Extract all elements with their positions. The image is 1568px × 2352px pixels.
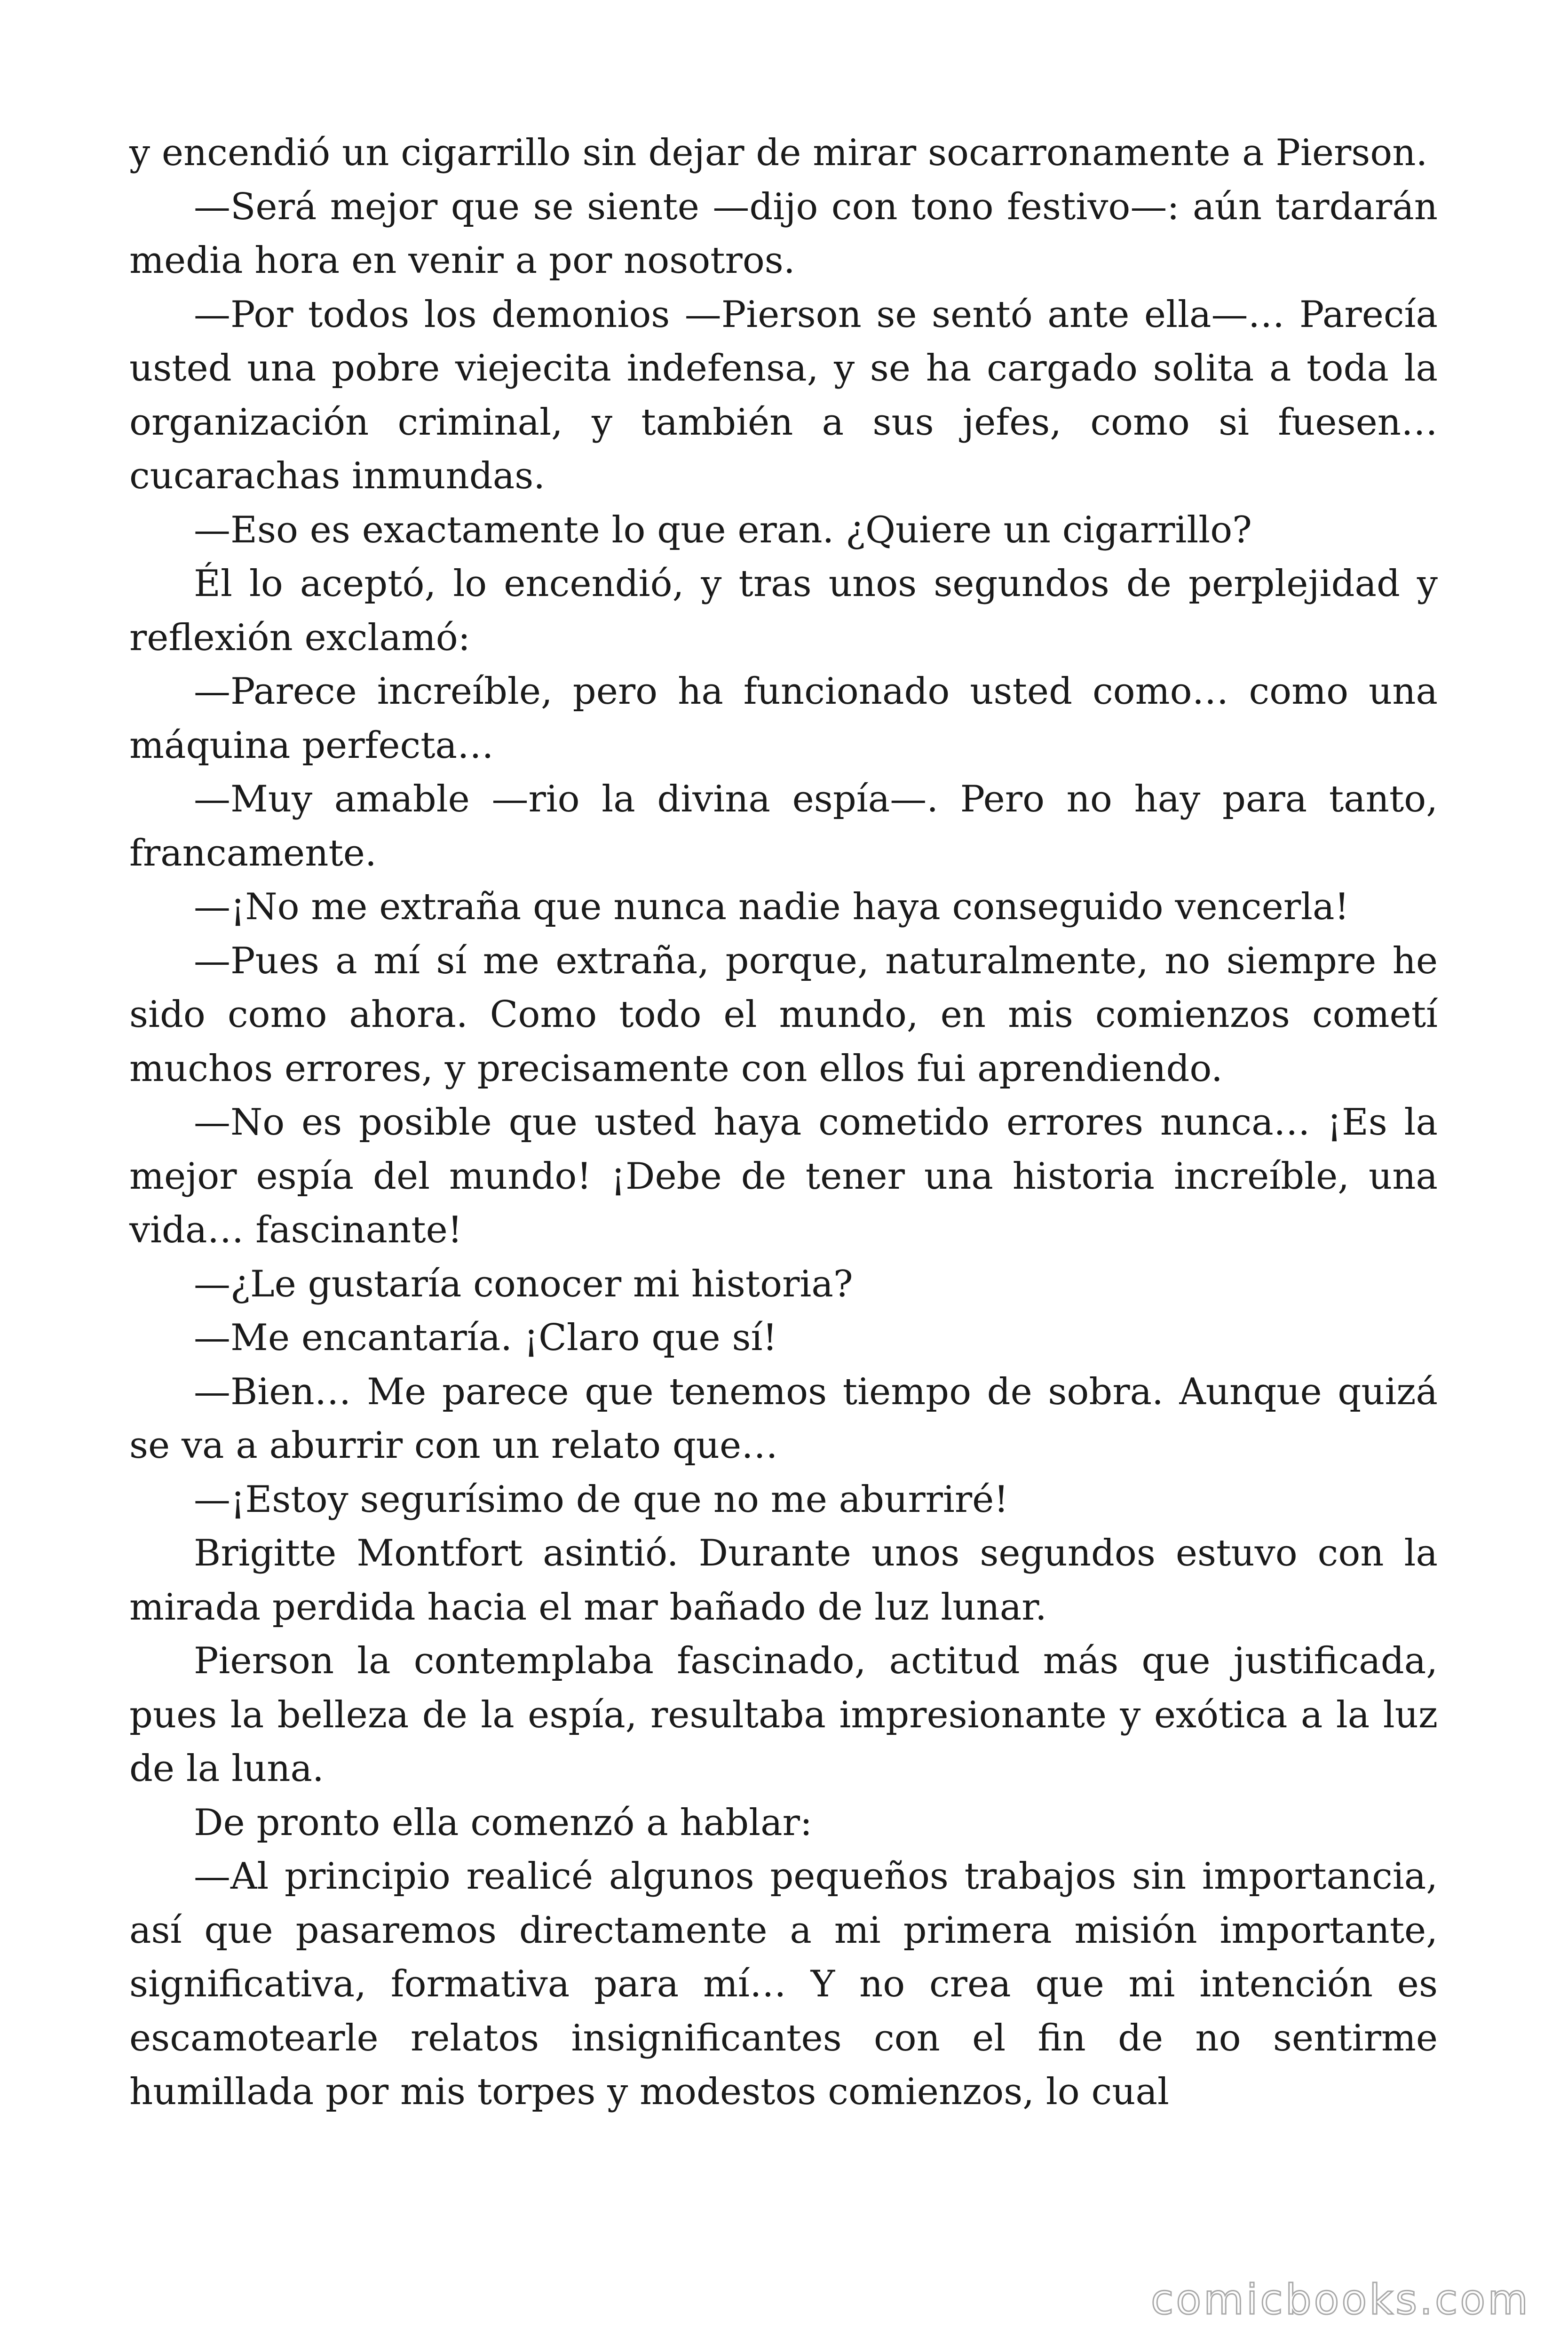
paragraph: Brigitte Montfort asintió. Durante unos segundos estuvo con la mirada perdida hacia el mar bañado de luz lunar. [129, 1532, 1438, 1629]
paragraph: —¿Le gustaría conocer mi historia? [194, 1263, 853, 1305]
paragraph: Pierson la contemplaba fascinado, actitud más que justificada, pues la belleza de la espía, resultaba impresionante y exótica a la luz de la luna. [129, 1640, 1438, 1790]
paragraph: —Eso es exactamente lo que eran. ¿Quiere un cigarrillo? [194, 509, 1252, 551]
paragraph: —Será mejor que se siente —dijo con tono festivo—: aún tardarán media hora en venir a por nosotros. [129, 185, 1438, 282]
paragraph: —Por todos los demonios —Pierson se sentó ante ella—… Parecía usted una pobre viejecita indefensa, y se ha cargado solita a toda la organización criminal, y también a sus jefes, como si fuesen… cucarachas inmundas. [129, 293, 1438, 497]
paragraph: —Parece increíble, pero ha funcionado usted como… como una máquina perfecta… [129, 670, 1438, 767]
paragraph: —Bien… Me parece que tenemos tiempo de sobra. Aunque quizá se va a aburrir con un relato que… [129, 1370, 1438, 1467]
paragraph: —No es posible que usted haya cometido errores nunca… ¡Es la mejor espía del mundo! ¡Debe de tener una historia increíble, una vida… fascinante! [129, 1101, 1438, 1251]
paragraph: De pronto ella comenzó a hablar: [194, 1801, 813, 1844]
paragraph: Él lo aceptó, lo encendió, y tras unos segundos de perplejidad y reflexión exclamó: [129, 563, 1438, 659]
watermark: comicbooks.com [1150, 2275, 1530, 2324]
paragraph: —Muy amable —rio la divina espía—. Pero no hay para tanto, francamente. [129, 778, 1438, 874]
paragraph: y encendió un cigarrillo sin dejar de mirar socarronamente a Pierson. [129, 132, 1428, 174]
paragraph: —¡Estoy segurísimo de que no me aburriré! [194, 1478, 1009, 1521]
page-text [129, 126, 1438, 2119]
paragraph: —Pues a mí sí me extraña, porque, naturalmente, no siempre he sido como ahora. Como todo el mundo, en mis comienzos cometí muchos errores, y precisamente con ellos fui aprendiendo. [129, 939, 1438, 1090]
paragraph: —¡No me extraña que nunca nadie haya conseguido vencerla! [194, 886, 1349, 928]
paragraph: —Al principio realicé algunos pequeños trabajos sin importancia, así que pasaremos directamente a mi primera misión importante, significativa, formativa para mí… Y no crea que mi intención es escamotearle relatos insignificantes con el fin de no sentirme humillada por mis torpes y modestos comienzos, lo cual [129, 1855, 1438, 2113]
paragraph: —Me encantaría. ¡Claro que sí! [194, 1317, 777, 1359]
